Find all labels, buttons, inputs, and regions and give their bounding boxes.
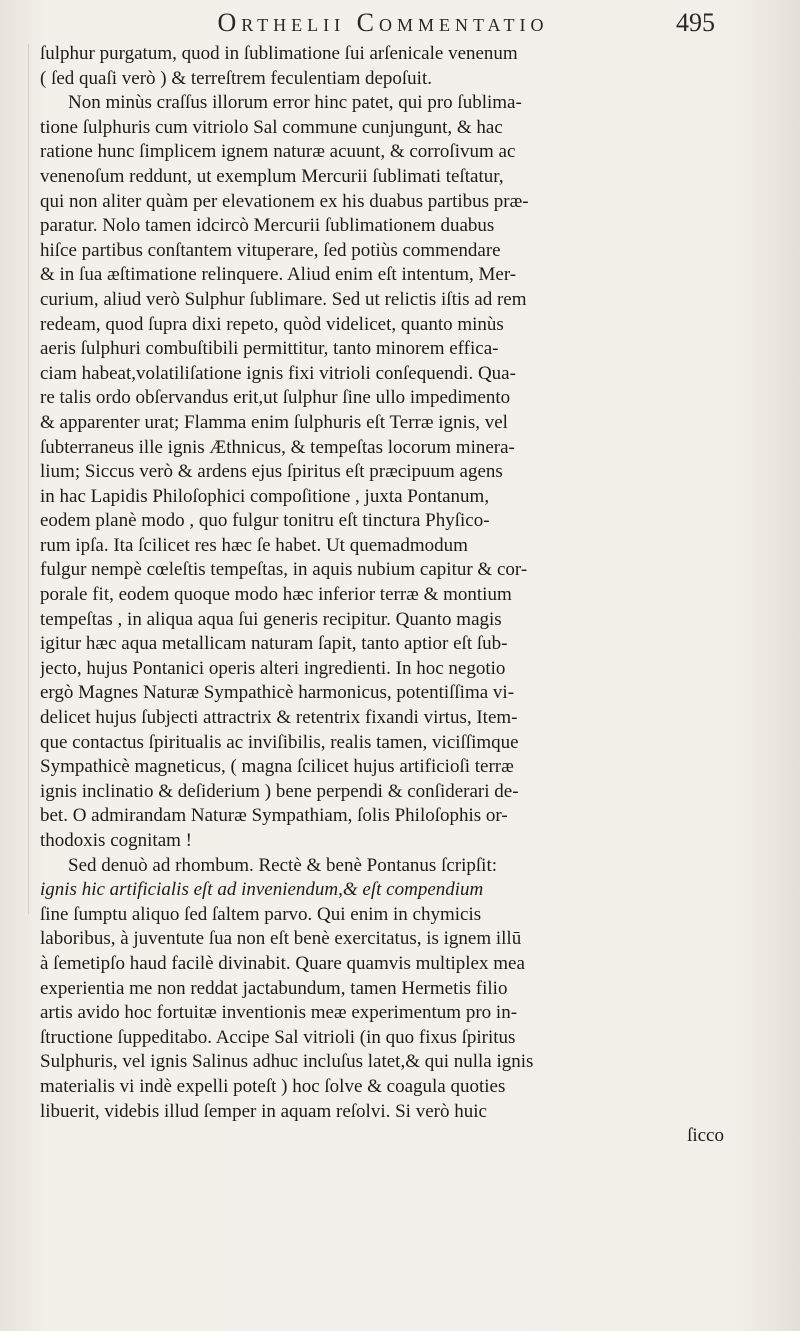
text-line: ſulphur purgatum, quod in ſublimatione ſui arſenicale venenum [40,43,518,64]
text-line: ( ſed quaſi verò ) & terreſtrem feculentiam depoſuit. [40,67,432,89]
text-line: delicet hujus ſubjecti attractrix & retentrix fixandi virtus, Item- [40,707,518,729]
text-line: tione ſulphuris cum vitriolo Sal commune cunjungunt, & hac [40,116,503,138]
text-line: igitur hæc aqua metallicam naturam ſapit, tanto aptior eſt ſub- [40,633,508,655]
text-line: redeam, quod ſupra dixi repeto, quòd videlicet, quanto minùs [40,313,504,335]
text-line: paratur. Nolo tamen idcircò Mercurii ſublimationem duabus [40,215,495,237]
text-line: venenoſum reddunt, ut exemplum Mercurii ſublimati teſtatur, [40,165,504,187]
paragraph-start-line: Non minùs craſſus illorum error hinc patet, qui pro ſublima- [68,92,522,114]
text-line: que contactus ſpiritualis ac inviſibilis, realis tamen, viciſſimque [40,731,519,753]
quotation-line: ignis hic artificialis eſt ad inveniendum,& eſt compendium [40,879,484,901]
text-line: aeris ſulphuri combuſtibili permittitur, tanto minorem effica- [40,338,499,360]
text-line: à ſemetipſo haud facilè divinabit. Quare quamvis multiplex mea [40,952,525,974]
text-line: ſine ſumptu aliquo ſed ſaltem parvo. Qui enim in chymicis [40,903,482,925]
paragraph-start-line: Sed denuò ad rhombum. Rectè & benè Pontanus ſcripſit: [68,854,498,876]
text-line: eodem planè modo , quo fulgur tonitru eſt tinctura Phyſico- [40,510,490,532]
text-line: ſubterraneus ille ignis Æthnicus, & tempeſtas locorum minera- [40,436,515,458]
text-line: thodoxis cognitam ! [40,830,192,851]
text-line: & apparenter urat; Flamma enim ſulphuris eſt Terræ ignis, vel [40,411,508,433]
text-line: ratione hunc ſimplicem ignem naturæ acuunt, & corroſivum ac [40,141,516,163]
text-line: & in ſua æſtimatione relinquere. Aliud enim eſt intentum, Mer- [40,264,517,286]
text-line: libuerit, videbis illud ſemper in aquam reſolvi. Si verò huic [40,1100,487,1122]
page-header [0,8,800,44]
running-head: Orthelii Commentatio [217,8,549,37]
text-line: jecto, hujus Pontanici operis alteri ingredienti. In hoc negotio [40,657,506,679]
text-line: in hac Lapidis Philoſophici compoſitione , juxta Pontanum, [40,485,490,507]
text-line: Sulphuris, vel ignis Salinus adhuc incluſus latet,& qui nulla ignis [40,1051,534,1073]
text-line: curium, aliud verò Sulphur ſublimare. Sed ut relictis iſtis ad rem [40,288,527,310]
text-line: laboribus, à juventute ſua non eſt benè exercitatus, is ignem illū [40,928,522,950]
text-line: ſtructione ſuppeditabo. Accipe Sal vitrioli (in quo fixus ſpiritus [40,1026,516,1048]
text-line: ignis inclinatio & deſiderium ) bene perpendi & conſiderari de- [40,780,519,802]
text-line: Sympathicè magneticus, ( magna ſcilicet hujus artificioſi terræ [40,756,514,778]
catchword: ſicco [687,1125,724,1147]
text-line: ergò Magnes Naturæ Sympathicè harmonicus, potentiſſima vi- [40,682,515,704]
text-line: tempeſtas , in aliqua aqua ſui generis recipitur. Quanto magis [40,608,502,630]
text-line: fulgur nempè cœleſtis tempeſtas, in aquis nubium capitur & cor- [40,559,528,581]
text-line: rum ipſa. Ita ſcilicet res hæc ſe habet. Ut quemadmodum [40,534,468,556]
text-line: qui non aliter quàm per elevationem ex his duabus partibus præ- [40,190,529,212]
page-number: 495 [676,8,715,37]
text-line: experientia me non reddat jactabundum, tamen Hermetis filio [40,977,508,999]
text-line: re talis ordo obſervandus erit,ut ſulphur ſine ullo impedimento [40,387,511,409]
text-line: artis avido hoc fortuitæ inventionis meæ experimentum pro in- [40,1002,518,1024]
text-line: hiſce partibus conſtantem vituperare, ſed potiùs commendare [40,239,501,261]
text-line: ciam habeat,volatiliſatione ignis fixi vitrioli conſequendi. Qua- [40,362,516,384]
page-margin-shadow [28,44,29,914]
text-line: porale fit, eodem quoque modo hæc inferior terræ & montium [40,584,512,606]
text-line: materialis vi indè expelli poteſt ) hoc ſolve & coagula quoties [40,1075,506,1097]
text-column [40,42,754,1149]
text-line: lium; Siccus verò & ardens ejus ſpiritus eſt præcipuum agens [40,461,503,483]
text-line: bet. O admirandam Naturæ Sympathiam, ſolis Philoſophis or- [40,805,508,827]
